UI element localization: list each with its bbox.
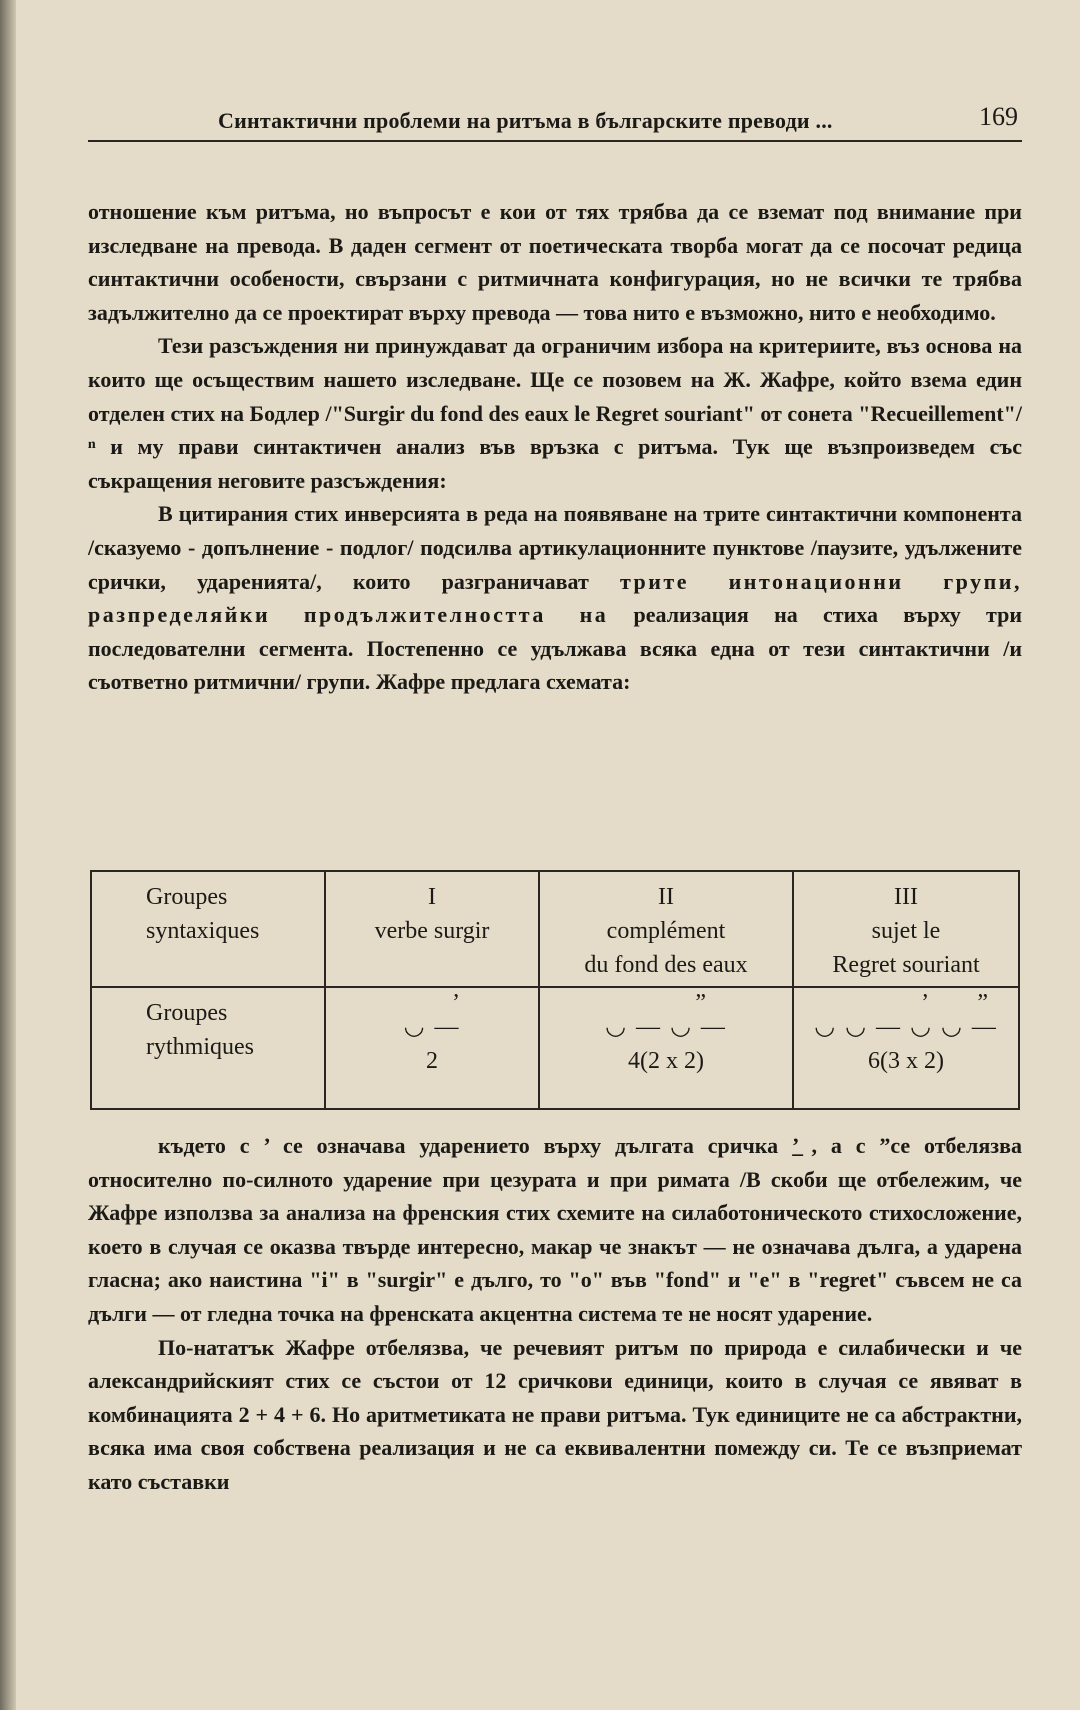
body-text-top — [88, 195, 1022, 699]
rhythm-scheme-table — [90, 870, 1020, 1110]
row-header-syntactic: Groupes syntaxiques — [91, 871, 325, 987]
syllable-count: 6(3 x 2) — [868, 1048, 944, 1074]
cell-group-2-syntactic: II complément du fond des eaux — [539, 871, 793, 987]
cell-group-1-syntactic: I verbe surgir — [325, 871, 539, 987]
paragraph-inversion — [88, 497, 1022, 699]
running-header — [88, 104, 1022, 142]
syllable-count: 2 — [426, 1048, 438, 1074]
paragraph-stress-notation: където с ’ се означава ударението върху дългата сричка ’̲ , а с ”се отбелязва относително по-силното ударение при цезурата и при римата /В скоби ще отбележим, че Жафре използва за анализа на френския стих схемите на силаботоническото стихосложение, което в случая се оказва твърде интересно, макар че знакът — не означава дълга, а ударена гласна; ако наистина "i" в "surgir" е дълго, то "o" във "fond" и "e" в "regret" съвсем не са дълги — от гледна точка на френската акцентна система те не носят ударение. — [88, 1133, 1022, 1326]
syllable-count: 4(2 x 2) — [628, 1048, 704, 1074]
cell-group-1-rhythmic — [325, 987, 539, 1109]
rhythm-scheme-table-wrapper — [90, 870, 1018, 1110]
stress-marks: ’ ” — [921, 990, 990, 1016]
stress-marks: ’ — [452, 990, 462, 1016]
table-row-rhythmic-groups — [91, 987, 1019, 1109]
cell-group-3-syntactic: III sujet le Regret souriant — [793, 871, 1019, 987]
paragraph-inversion-part1: В цитирания стих инверсията в реда на появяване на трите синтактични компонента /сказуемо - допълнение - подлог/ подсилва артикулационните пунктове /паузите, удължените срички, ударенията/, които разграничават — [88, 501, 1022, 594]
cell-group-2-rhythmic — [539, 987, 793, 1109]
running-title: Синтактични проблеми на ритъма в българските преводи ... — [218, 108, 833, 133]
paragraph-inversion-spaced-line: трите интонационни групи, разпределяйки продължителността на — [88, 568, 1022, 628]
meter-notation: ◡ ◡ — ◡ ◡ — — [814, 1014, 998, 1040]
page-number: 169 — [979, 102, 1018, 131]
book-page — [88, 0, 1022, 1710]
paragraph-jaffre-intro: Тези разсъждения ни принуждават да ограничим избора на критериите, въз основа на които ще осъществим нашето изследване. Ще се позовем на Ж. Жафре, който взема един отделен стих на Бодлер /"Surgir du fond des eaux le Regret souriant" от сонета "Recueillement"/ⁿ и му прави синтактичен анализ във връзка с ритъма. Тук ще възпроизведем със съкращения неговите разсъждения: — [88, 333, 1022, 493]
stress-marks: ” — [695, 990, 708, 1016]
book-binding-edge — [0, 0, 16, 1710]
table-row-syntactic-groups — [91, 871, 1019, 987]
meter-notation: ◡ — ◡ — — [605, 1014, 727, 1040]
paragraph-continuation: отношение към ритъма, но въпросът е кои от тях трябва да се вземат под внимание при изследване на превода. В даден сегмент от поетическата творба могат да се посочат редица синтактични особености, свързани с ритмичната конфигурация, но не всички те трябва задължително да се проектират върху превода — това нито е възможно, нито е необходимо. — [88, 199, 1022, 325]
meter-notation: ◡ — — [403, 1014, 461, 1040]
row-header-rhythmic: Groupes rythmiques — [91, 987, 325, 1109]
paragraph-syllabic-rhythm: По-нататък Жафре отбелязва, че речевият ритъм по природа е силабически и че александрийският стих се състои от 12 сричкови единици, които в случая се явяват в комбинацията 2 + 4 + 6. Но аритметиката не прави ритъма. Тук единиците не са абстрактни, всяка има своя собствена реализация и не са еквивалентни помежду си. Те се възприемат като съставки — [88, 1334, 1022, 1494]
paragraph-inversion-part2: реализация на стиха върху три последователни сегмента. Постепенно се удължава всяка една от тези синтактични /и съответно ритмични/ групи. Жафре предлага схемата: — [88, 602, 1023, 695]
cell-group-3-rhythmic — [793, 987, 1019, 1109]
body-text-bottom — [88, 1129, 1022, 1499]
